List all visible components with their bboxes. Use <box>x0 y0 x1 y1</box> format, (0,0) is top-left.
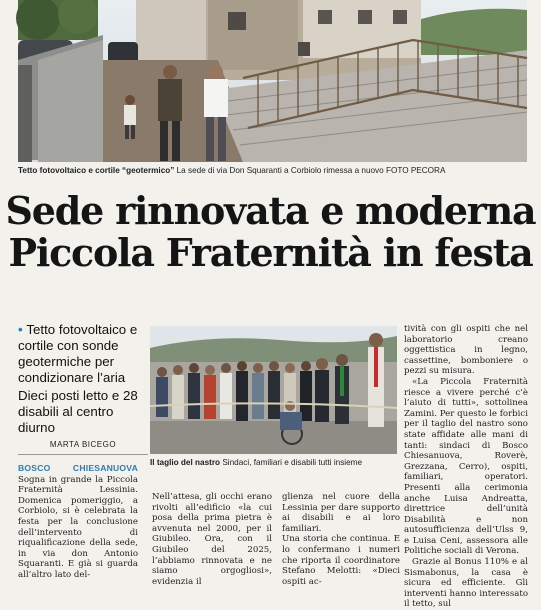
top-caption-bold: Tetto fotovoltaico e cortile “geotermico” <box>18 166 175 175</box>
mid-photo-caption <box>150 457 397 468</box>
summary-item <box>18 322 150 386</box>
mid-caption-bold: Il taglio del nastro <box>150 458 221 467</box>
bullet-icon: • <box>18 322 27 337</box>
ribbon-cutting-image <box>150 326 397 454</box>
article-paragraph: Nell’attesa, gli occhi erano rivolti all’edificio «la cui posa della prima pietra è avvenuta nel 2000, per il Giubileo. Ora, con il Giubileo del 2025, l’abbiamo rinnovata e ne siamo orgogliosi», evidenzia il <box>152 492 272 587</box>
article-column-4 <box>404 324 528 610</box>
mid-caption-text: Sindaci, familiari e disabili tutti insieme <box>220 458 363 467</box>
building-staircase-image <box>18 0 527 162</box>
top-caption-text: La sede di via Don Squaranti a Corbiolo rimessa a nuovo <box>174 166 384 175</box>
photo-credit: FOTO PECORA <box>385 166 446 175</box>
summary-item <box>18 388 150 436</box>
article-paragraph: tività con gli ospiti che nel laboratorio creano oggettistica in legno, cassettine, bomboniere o pezzi su misura. <box>404 324 528 377</box>
summary-box <box>18 322 150 438</box>
article-paragraph: «La Piccola Fraternità riesce a vivere perché c’è l’aiuto di tutti», sottolinea Zamini. Per questo le forbici per il taglio del nastro sono state affidate alle mani di tanti: sindaci di Bosco Chiesanuova, Roverè, Grezzana, Cerro), ospiti, familiari, operatori. Presenti alla cerimonia anche Luisa Andreatta, direttrice dell’unità Disabilità e non autosufficienza dell’Ulss 9, e Luisa Ceni, assessora alle Politiche sociali di Verona. <box>404 376 528 557</box>
article-column-3 <box>282 492 400 587</box>
article-paragraph: glienza nel cuore della Lessinia per dare supporto ai disabili e ai loro familiari. Una storia che continua. E lo confermano i numeri che riporta il coordinatore Stefano Melotti: «Dieci ospiti ac- <box>282 492 400 587</box>
author-byline: MARTA BICEGO <box>49 440 117 449</box>
divider <box>18 454 148 455</box>
article-paragraph <box>18 463 138 581</box>
summary-item-text: Tetto fotovoltaico e cortile con sonde geotermiche per condizionare l’aria <box>18 322 138 385</box>
top-photo-caption <box>18 165 527 176</box>
article-paragraph: Grazie al Bonus 110% e al Sismabonus, la casa è sicura ed efficiente. Gli interventi hanno interessato il tetto, sul <box>404 557 528 610</box>
article-column-1 <box>18 463 138 581</box>
headline-line-1: Sede rinnovata e moderna <box>5 188 536 233</box>
dateline: BOSCO CHIESANUOVA <box>18 463 138 473</box>
summary-item-text: Dieci posti letto e 28 disabili al centro diurno <box>18 388 138 435</box>
article-column-2 <box>152 492 272 587</box>
top-photo <box>18 0 527 162</box>
headline <box>0 190 541 274</box>
headline-line-2: Piccola Fraternità in festa <box>8 230 533 275</box>
article-text: Sogna in grande la Piccola Fraternità Lessinia. Domenica pomeriggio, a Corbiolo, si è celebrata la festa per la conclusione dell’intervento di riqualificazione della sede, in via don Antonio Squaranti. E già si guarda all’altro lato del- <box>18 474 138 580</box>
ribbon-cutting-photo <box>150 326 397 454</box>
